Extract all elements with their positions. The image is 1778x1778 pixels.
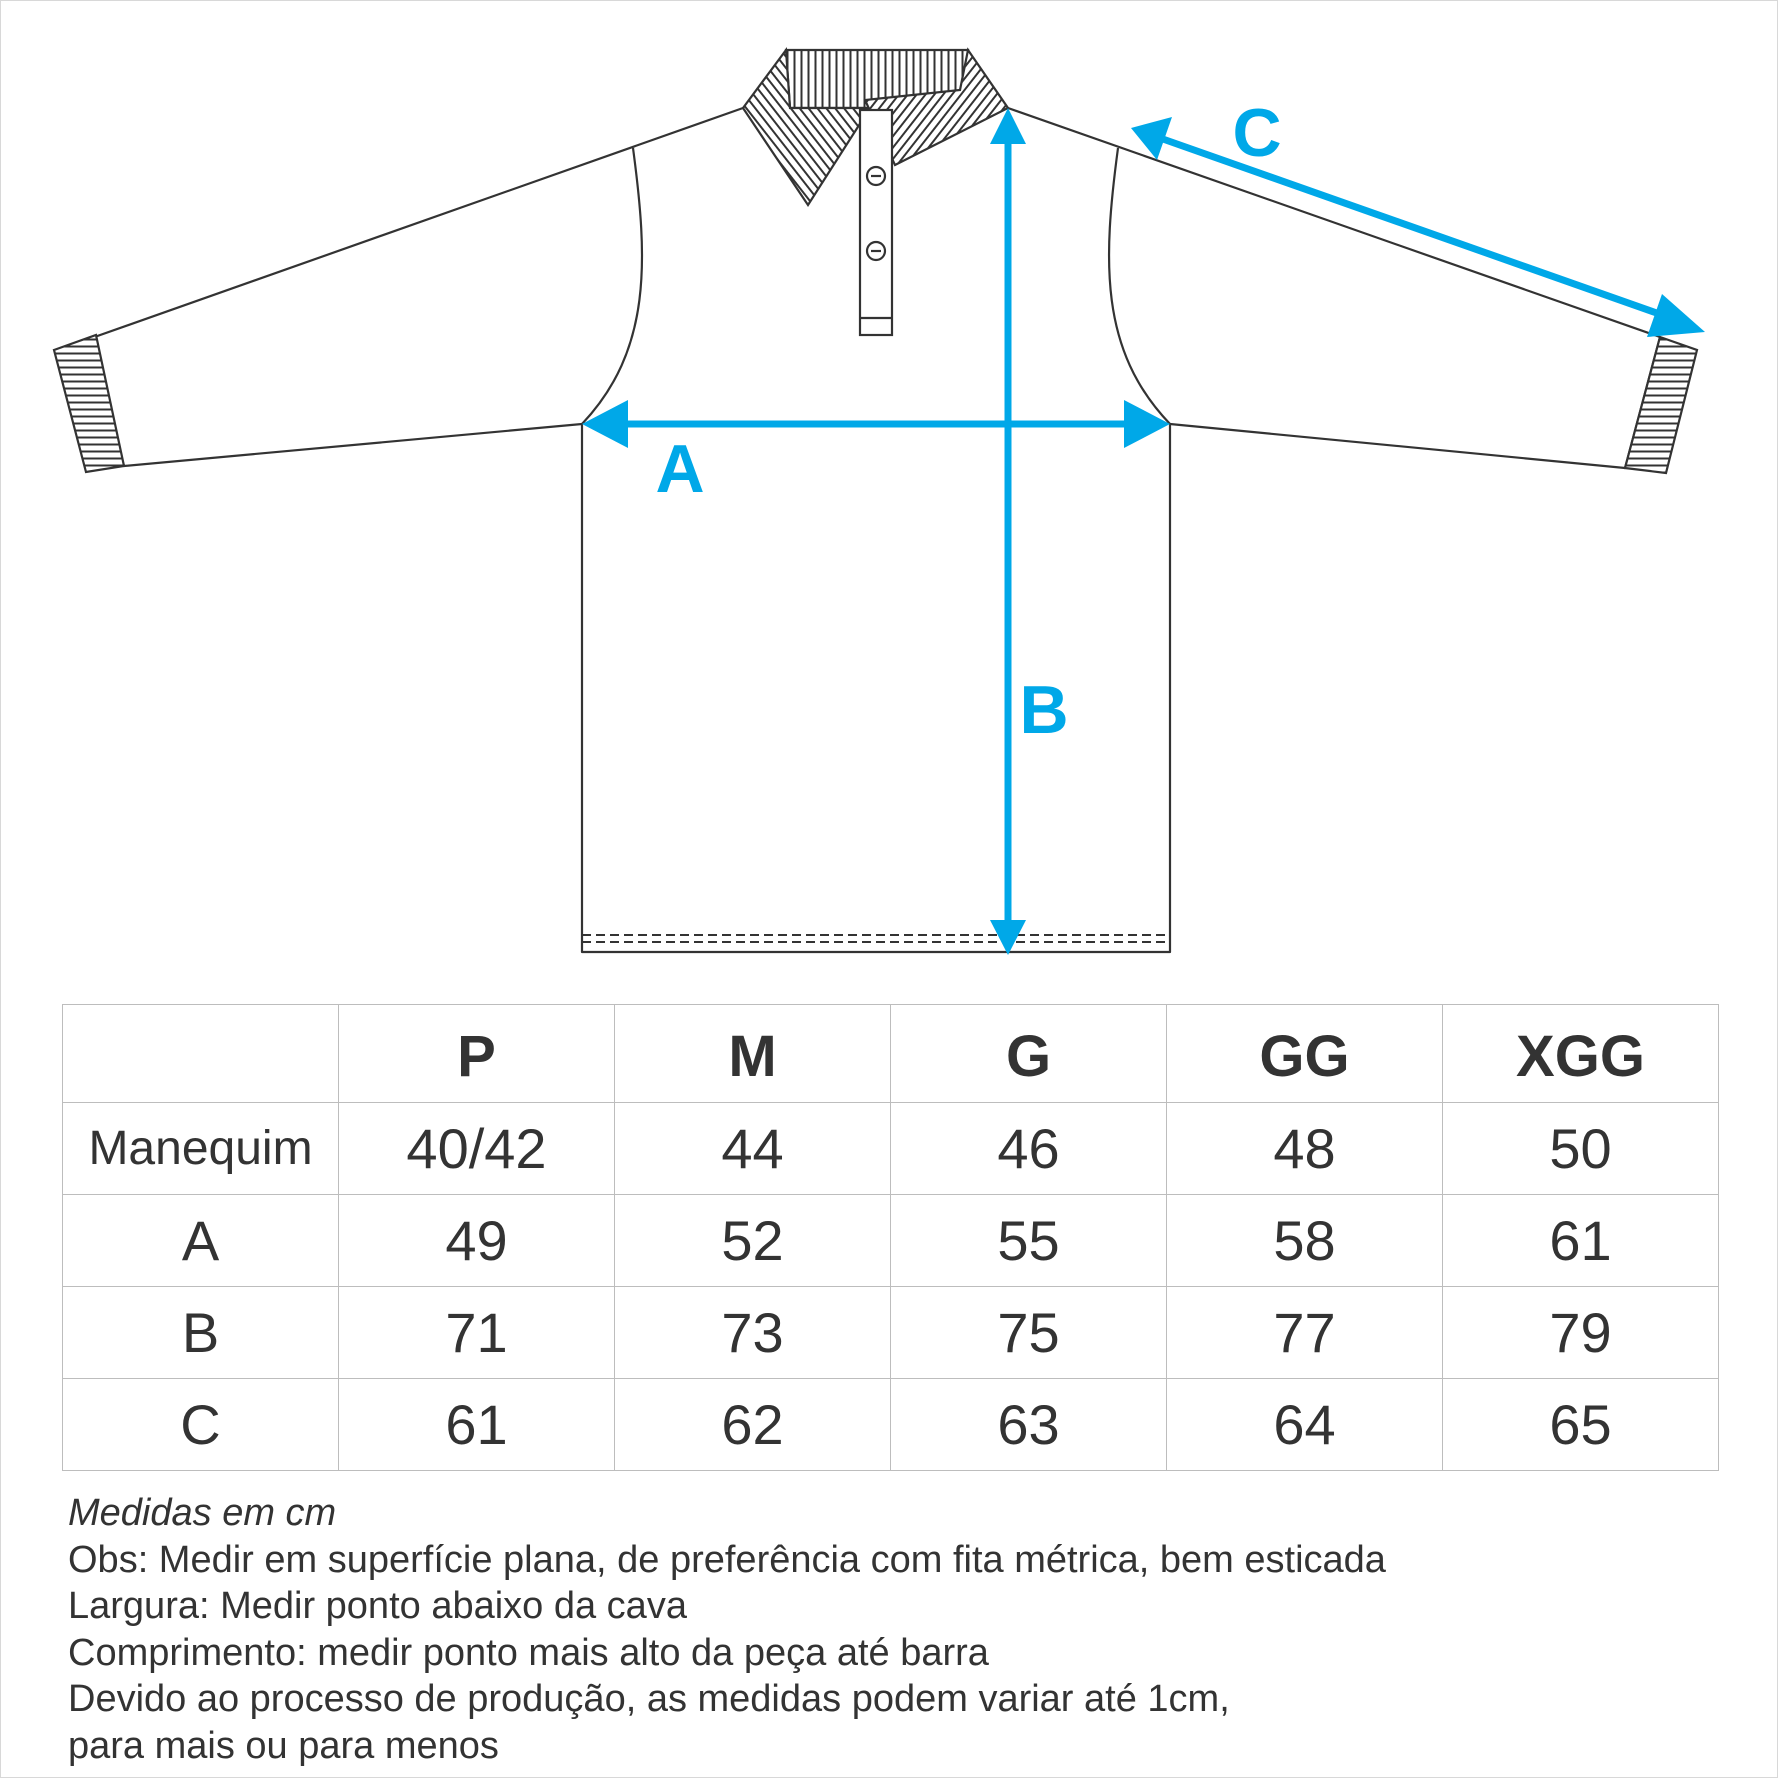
row-label-manequim: Manequim <box>63 1103 339 1195</box>
right-cuff <box>1625 337 1697 473</box>
largura-note: Largura: Medir ponto abaixo da cava <box>68 1585 687 1627</box>
row-label-a: A <box>63 1195 339 1287</box>
variation-note-line-1: Devido ao processo de produção, as medidas podem variar até 1cm, <box>68 1678 1230 1720</box>
header-cell-gg: GG <box>1167 1005 1443 1103</box>
arrow-a-head-right <box>1124 400 1170 448</box>
unit-note: Medidas em cm <box>68 1492 337 1534</box>
arrow-b-head-bottom <box>990 920 1026 955</box>
table-cell: 50 <box>1443 1103 1719 1195</box>
table-cell: 73 <box>615 1287 891 1379</box>
table-cell: 49 <box>339 1195 615 1287</box>
left-sleeve <box>86 108 743 466</box>
measurement-notes <box>68 1490 1708 1769</box>
table-cell: 61 <box>339 1379 615 1471</box>
size-table <box>62 1004 1719 1471</box>
left-cuff <box>54 335 124 472</box>
table-cell: 75 <box>891 1287 1167 1379</box>
table-cell: 77 <box>1167 1287 1443 1379</box>
comprimento-note: Comprimento: medir ponto mais alto da peça até barra <box>68 1631 989 1674</box>
table-cell: 61 <box>1443 1195 1719 1287</box>
placket <box>860 110 892 335</box>
label-a: A <box>655 431 705 507</box>
table-cell: 62 <box>615 1379 891 1471</box>
header-cell-m: M <box>615 1005 891 1103</box>
arrow-a-head-left <box>582 400 628 448</box>
row-label-b: B <box>63 1287 339 1379</box>
header-cell <box>63 1005 339 1103</box>
arrow-c-head-bottom <box>1647 294 1705 337</box>
header-cell-g: G <box>891 1005 1167 1103</box>
obs-note: Obs: Medir em superfície plana, de preferência com fita métrica, bem esticada <box>68 1538 1386 1581</box>
table-header-row <box>63 1005 1719 1103</box>
table-cell: 52 <box>615 1195 891 1287</box>
table-row <box>63 1287 1719 1379</box>
right-sleeve <box>1008 108 1660 468</box>
label-c: C <box>1232 95 1282 171</box>
table-cell: 63 <box>891 1379 1167 1471</box>
table-cell: 46 <box>891 1103 1167 1195</box>
header-cell-p: P <box>339 1005 615 1103</box>
right-raglan-seam <box>1109 148 1170 424</box>
table-cell: 65 <box>1443 1379 1719 1471</box>
table-row <box>63 1379 1719 1471</box>
table-cell: 58 <box>1167 1195 1443 1287</box>
table-row <box>63 1195 1719 1287</box>
row-label-c: C <box>63 1379 339 1471</box>
label-b: B <box>1019 672 1069 748</box>
table-cell: 71 <box>339 1287 615 1379</box>
table-cell: 48 <box>1167 1103 1443 1195</box>
left-raglan-seam <box>582 148 642 424</box>
table-cell: 40/42 <box>339 1103 615 1195</box>
table-cell: 55 <box>891 1195 1167 1287</box>
header-cell-xgg: XGG <box>1443 1005 1719 1103</box>
table-cell: 64 <box>1167 1379 1443 1471</box>
table-cell: 79 <box>1443 1287 1719 1379</box>
variation-note-line-2: para mais ou para menos <box>68 1724 499 1767</box>
table-row <box>63 1103 1719 1195</box>
table-cell: 44 <box>615 1103 891 1195</box>
